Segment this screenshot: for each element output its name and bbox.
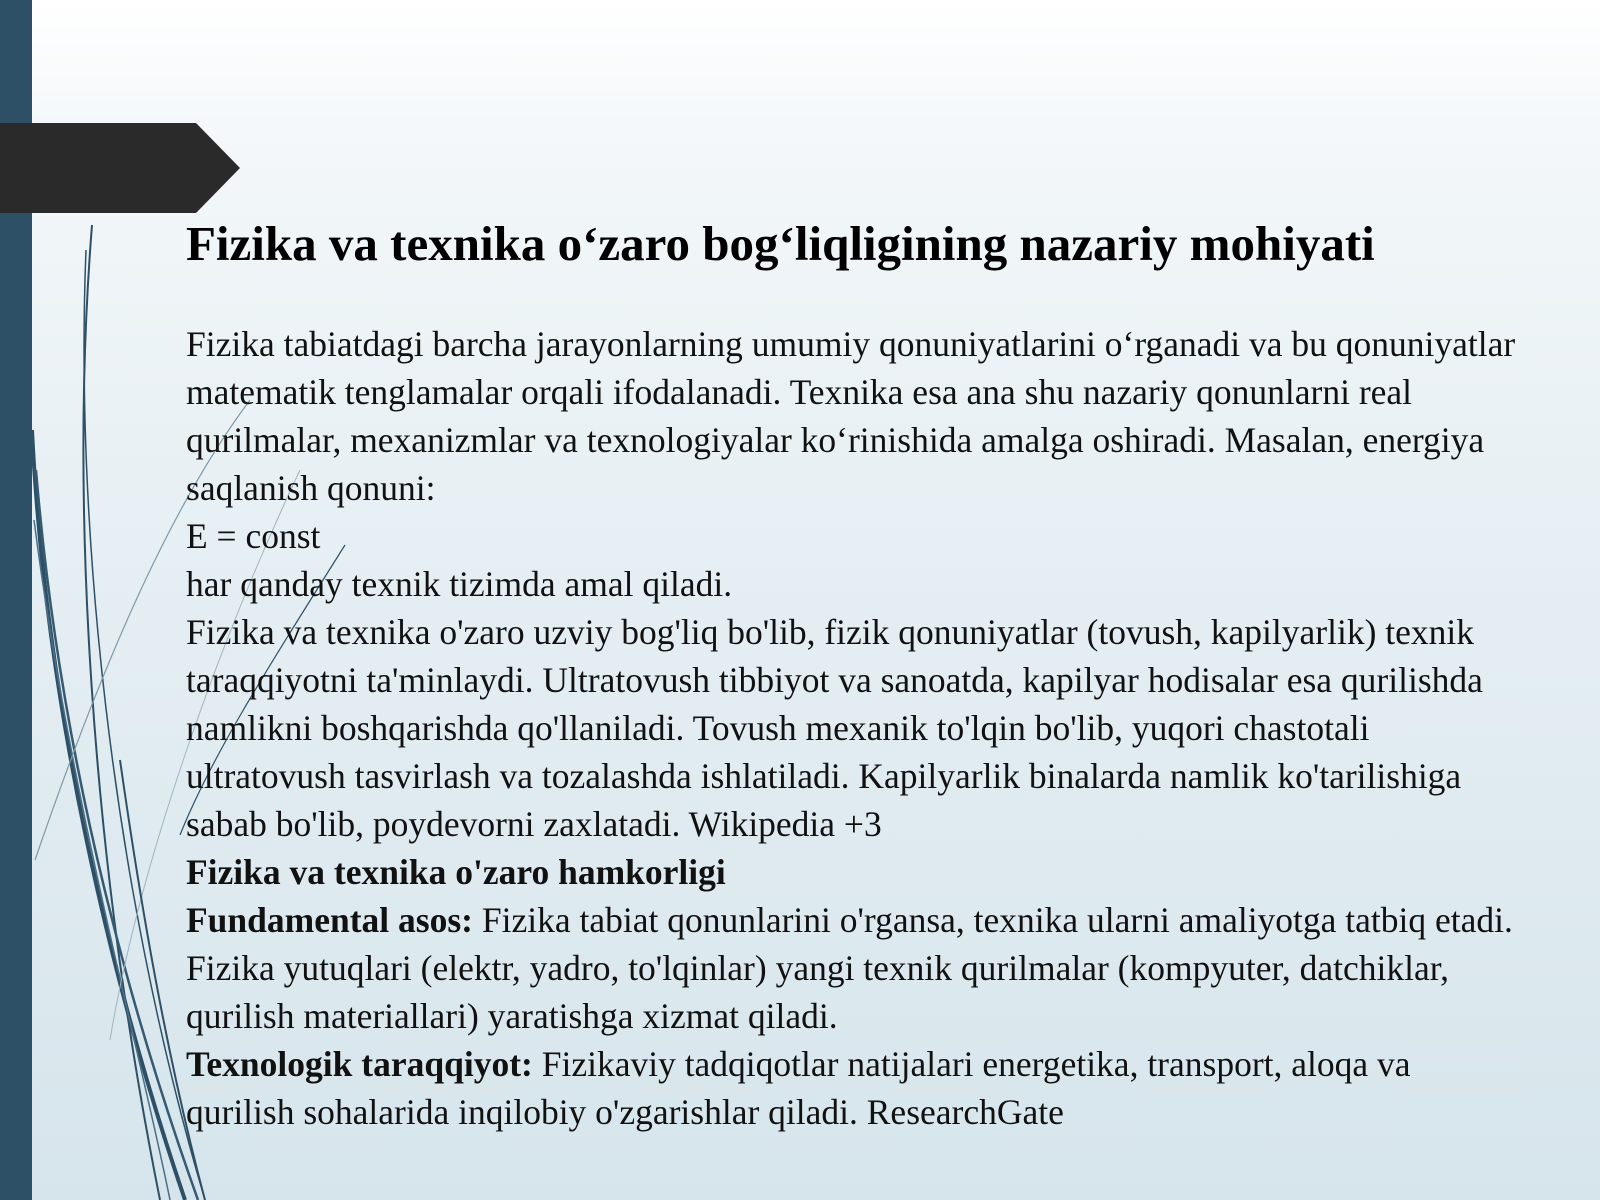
fundamental-text: Fizika tabiat qonunlarini o'rgansa, texnika ularni amaliyotga tatbiq etadi. Fizika yutuqlari (elektr, yadro, to'lqinlar) yangi texnik qurilmalar (kompyuter, datchiklar, qurilish materiallari) yaratishga xizmat qiladi.: [186, 900, 1513, 1036]
slide-body: [186, 320, 1526, 1136]
technological-text: Fizikaviy tadqiqotlar natijalari energetika, transport, aloqa va qurilish sohalarida inqilobiy o'zgarishlar qiladi. ResearchGate: [186, 1044, 1411, 1132]
cooperation-heading-text: Fizika va texnika o'zaro hamkorligi: [186, 852, 726, 892]
intro-paragraph: Fizika tabiatdagi barcha jarayonlarning umumiy qonuniyatlarini o‘rganadi va bu qonuniyatlar matematik tenglamalar orqali ifodalanadi. Texnika esa ana shu nazariy qonunlarni real qurilmalar, mexanizmlar va texnologiyalar ko‘rinishida amalga oshiradi. Masalan, energiya saqlanish qonuni:: [186, 324, 1516, 508]
formula-line: E = const: [186, 516, 321, 556]
slide-title: Fizika va texnika o‘zaro bog‘liqligining nazariy mohiyati: [186, 216, 1375, 271]
formula-note: har qanday texnik tizimda amal qiladi.: [186, 564, 733, 604]
title-arrow-tab: [0, 123, 240, 213]
relation-paragraph: Fizika va texnika o'zaro uzviy bog'liq bo'lib, fizik qonuniyatlar (tovush, kapilyarlik) texnik taraqqiyotni ta'minlaydi. Ultratovush tibbiyot va sanoatda, kapilyar hodisalar esa qurilishda namlikni boshqarishda qo'llaniladi. Tovush mexanik to'lqin bo'lib, yuqori chastotali ultratovush tasvirlash va tozalashda ishlatiladi. Kapilyarlik binalarda namlik ko'tarilishiga sabab bo'lib, poydevorni zaxlatadi. Wikipedia +3: [186, 612, 1483, 844]
fundamental-paragraph: [186, 896, 1526, 1040]
cooperation-heading: [186, 848, 1526, 896]
technological-paragraph: [186, 1040, 1526, 1136]
fundamental-label: Fundamental asos:: [186, 900, 473, 940]
technological-label: Texnologik taraqqiyot:: [186, 1044, 533, 1084]
